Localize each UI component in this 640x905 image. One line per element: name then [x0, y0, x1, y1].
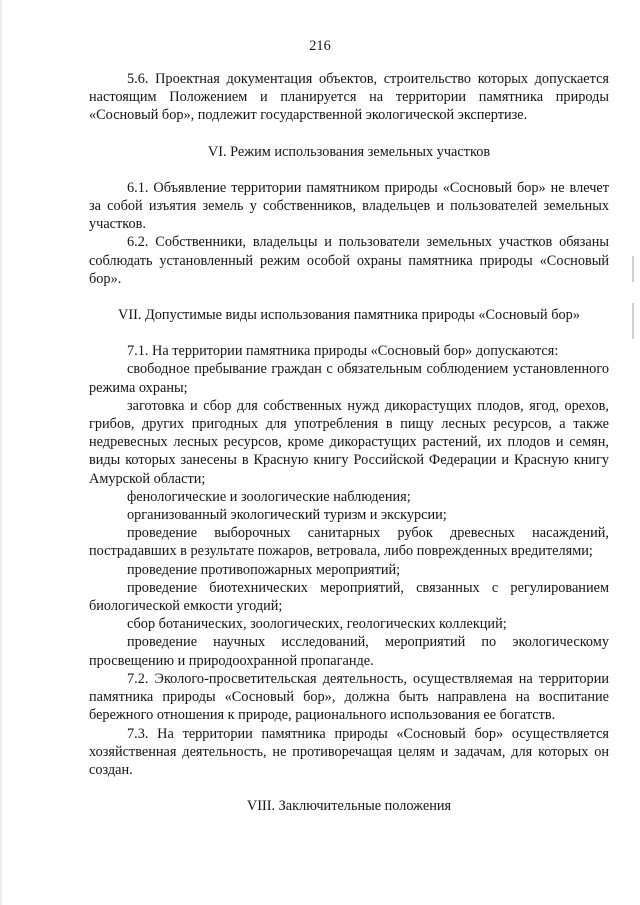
- spacer: [89, 324, 609, 342]
- scan-artifact-mark: [632, 303, 634, 339]
- paragraph-7-3: 7.3. На территории памятника природы «Сосновый бор» осуществляется хозяйственная деятельность, не противоречащая целям и задачам, для которых он создан.: [89, 725, 609, 778]
- section-heading-6: VI. Режим использования земельных участков: [207, 143, 491, 160]
- page-number: 216: [309, 38, 331, 54]
- spacer: [89, 125, 609, 143]
- section-heading-8: VIII. Заключительные положения: [246, 798, 452, 815]
- paragraph-7-2: 7.2. Эколого-просветительская деятельность, осуществляемая на территории памятника природы «Сосновый бор», должна быть направлена на воспитание бережного отношения к природе, рационального использования ее богатств.: [89, 670, 609, 724]
- paragraph-7-1-intro: 7.1. На территории памятника природы «Сосновый бор» допускаются:: [127, 343, 559, 360]
- list-item: заготовка и сбор для собственных нужд дикорастущих плодов, ягод, орехов, грибов, других пригодных для употребления в пищу лесных ресурсов, а также недревесных лесных ресурсов, кроме дикорастущих растений, их плодов и семян, виды которых занесены в Красную книгу Российской Федерации и Красную книгу Амурской области;: [89, 397, 609, 487]
- list-item: проведение биотехнических мероприятий, связанных с регулированием биологической емкости угодий;: [89, 579, 609, 615]
- list-item: сбор ботанических, зоологических, геологических коллекций;: [127, 616, 507, 633]
- spacer: [89, 161, 609, 179]
- list-item: свободное пребывание граждан с обязательным соблюдением установленного режима охраны;: [89, 361, 609, 396]
- list-item: организованный экологический туризм и экскурсии;: [127, 507, 447, 524]
- paragraph-6-2: 6.2. Собственники, владельцы и пользователи земельных участков обязаны соблюдать установленный режим особой охраны памятника природы «Сосновый бор».: [89, 234, 609, 287]
- scan-edge-shadow: [0, 0, 3, 905]
- paragraph-5-6: 5.6. Проектная документация объектов, строительство которых допускается настоящим Положением и планируется на территории памятника природы «Сосновый бор», подлежит государственной экологической экспертизе.: [89, 71, 609, 124]
- spacer: [89, 288, 609, 306]
- section-heading-7: VII. Допустимые виды использования памятника природы «Сосновый бор»: [118, 307, 580, 324]
- spacer: [89, 779, 609, 797]
- list-item: фенологические и зоологические наблюдения;: [127, 488, 411, 505]
- list-item: проведение противопожарных мероприятий;: [127, 561, 401, 578]
- scan-artifact-mark: [632, 256, 634, 282]
- list-item: проведение научных исследований, мероприятий по экологическому просвещению и природоохранной пропаганде.: [89, 634, 609, 669]
- list-item: проведение выборочных санитарных рубок древесных насаждений, пострадавших в результате пожаров, ветровала, либо поврежденных вредителями;: [89, 525, 609, 560]
- document-body: [89, 70, 609, 815]
- paragraph-6-1: 6.1. Объявление территории памятником природы «Сосновый бор» не влечет за собой изъятия земель у собственников, владельцев и пользователей земельных участков.: [89, 179, 609, 233]
